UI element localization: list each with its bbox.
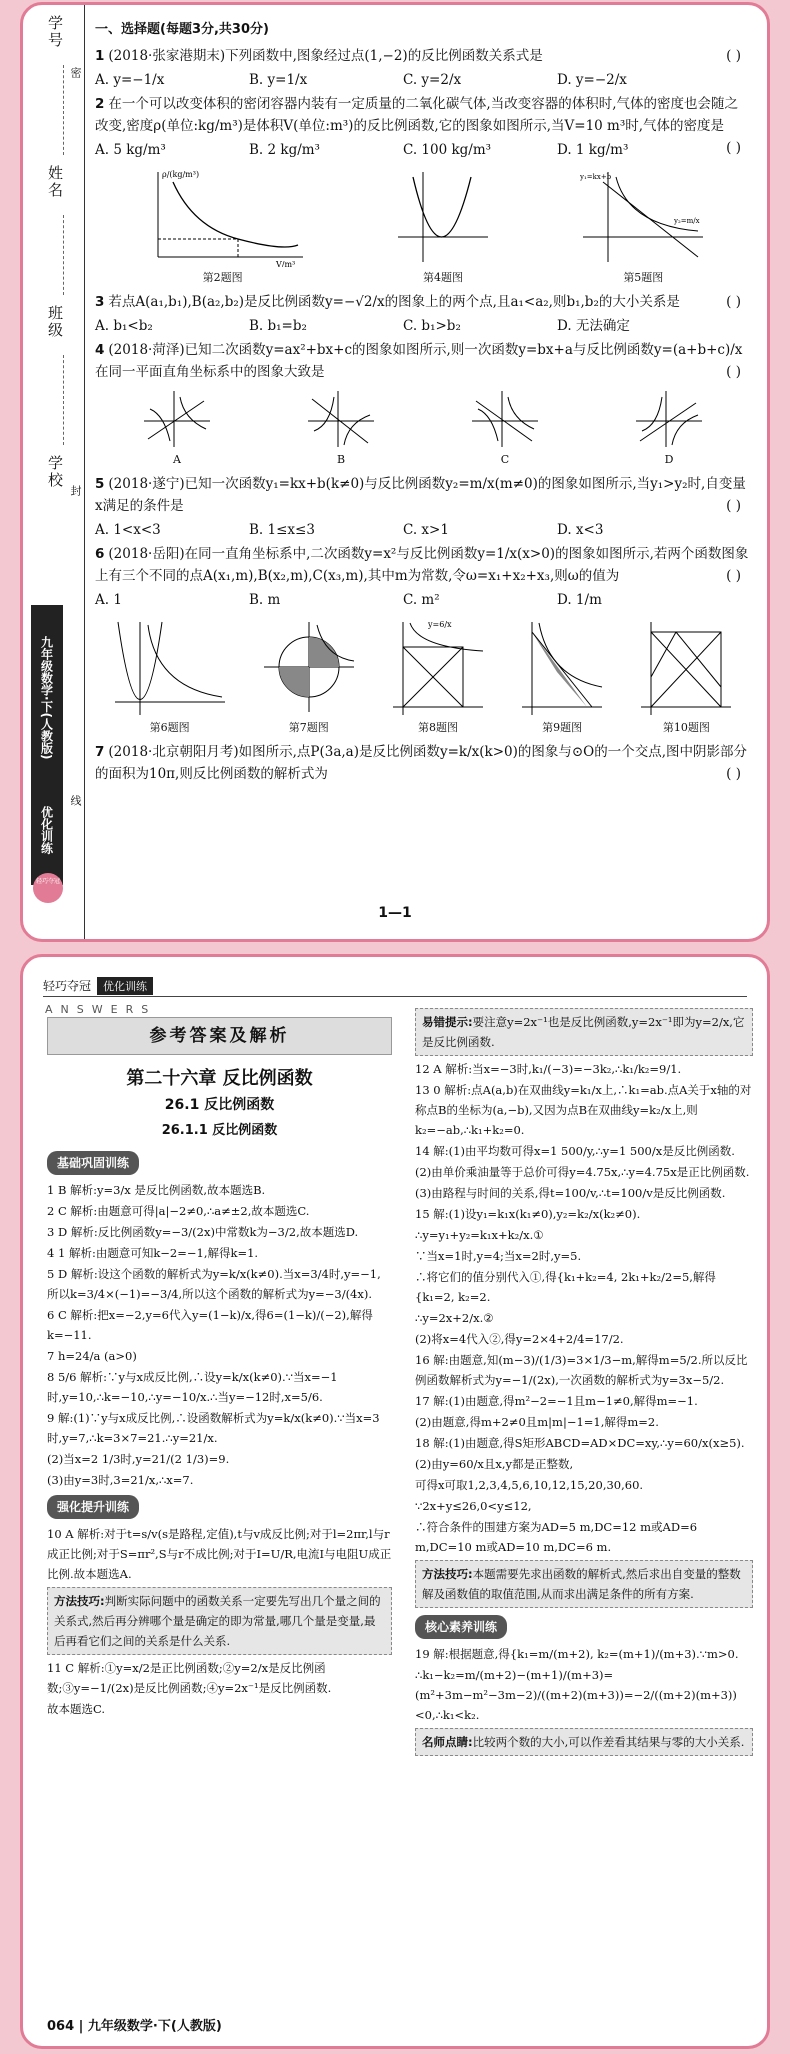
option-c: C. m²: [403, 592, 440, 608]
answer-bracket: ( ): [726, 364, 741, 380]
seal-mark: 线: [69, 795, 82, 808]
v-axis-label: V/m³: [275, 260, 295, 267]
question-text: (2018·菏泽)已知二次函数y=ax²+bx+c的图象如图所示,则一次函数y=bx+a与反比例函数y=(a+b+c)/x在同一平面直角坐标系中的图象大致是: [95, 342, 743, 380]
answers-watermark: ANSWERS: [45, 1003, 157, 1016]
option-a: A. 5 kg/m³: [95, 142, 166, 158]
question-6: [95, 543, 751, 587]
answer-item: 故本题选C.: [47, 1702, 106, 1716]
q4-option-b: B: [306, 389, 376, 471]
seal-mark: 密: [69, 67, 82, 80]
answer-item: (2)当x=2 1/3时,y=21/(2 1/3)=9.: [47, 1452, 230, 1466]
question-1: [95, 45, 751, 67]
label-school: 学校: [46, 455, 64, 489]
method-tip-2: 方法技巧:本题需要先求出函数的解析式,然后求出自变量的整数解及函数值的取值范围,从而求出满足条件的所有方案.: [415, 1560, 753, 1608]
answer-item: 13 0 解析:点A(a,b)在双曲线y=k₁/x上,∴k₁=ab.点A关于x轴的对称点B的坐标为(a,−b),又因为点B在双曲线y=k₂/x上,则k₂=−ab,∴k₁+k₂=0.: [415, 1083, 752, 1137]
question-7: [95, 741, 751, 785]
answer-item: 5 D 解析:设这个函数的解析式为y=k/x(k≠0).当x=3/4时,y=−1,所以k=3/4×(−1)=−3/4,所以这个函数的解析式为y=−3/(4x).: [47, 1267, 381, 1301]
brand-logo: 轻巧夺冠: [33, 873, 63, 903]
figure-8: y=6/x 第8题图: [388, 617, 488, 739]
label-name: 姓名: [46, 165, 64, 199]
question-4: [95, 339, 751, 383]
answer-item: ∴y=2x+2/x.②: [415, 1311, 494, 1325]
answer-item: 9 解:(1)∵y与x成反比例,∴设函数解析式为y=k/x(k≠0).∵当x=3时,y=7,∴k=3×7=21.∴y=21/x.: [47, 1411, 380, 1445]
figure-10: 第10题图: [636, 617, 736, 739]
y1-label: y₁=kx+b: [580, 173, 612, 181]
rho-axis-label: ρ/(kg/m³): [161, 170, 199, 179]
question-text: (2018·北京朝阳月考)如图所示,点P(3a,a)是反比例函数y=k/x(k>0)的图象与⊙O的一个交点,图中阴影部分的面积为10π,则反比例函数的解析式为: [95, 744, 748, 782]
option-b: B. 1≤x≤3: [249, 522, 315, 538]
figure-caption: 第4题图: [422, 271, 463, 284]
figure-5: [578, 167, 708, 289]
answer-item: 11 C 解析:①y=x/2是正比例函数;②y=2/x是反比例函数;③y=−1/(2x)是反比例函数;④y=2x⁻¹是反比例函数.: [47, 1661, 332, 1695]
answer-bracket: ( ): [726, 766, 741, 782]
q4-option-d: D: [634, 389, 704, 471]
series-name: 优化训练: [39, 805, 54, 854]
series-title: 九年级数学·下(人教版): [39, 636, 54, 760]
option-a: A. y=−1/x: [95, 72, 165, 88]
error-tip: 易错提示:要注意y=2x⁻¹也是反比例函数,y=2x⁻¹即为y=2/x,它是反比例函数.: [415, 1008, 753, 1056]
answer-bracket: ( ): [726, 568, 741, 584]
answer-item: (3)由y=3时,3=21/x,∴x=7.: [47, 1473, 194, 1487]
question-area: [95, 19, 751, 785]
option-d: D. y=−2/x: [557, 72, 627, 88]
question-number: 1: [95, 48, 105, 64]
option-d: D. x<3: [557, 522, 604, 538]
left-column: [47, 1017, 392, 1720]
y2-label: y₂=m/x: [674, 217, 700, 225]
figure-caption: 第2题图: [202, 271, 243, 284]
question-3: [95, 291, 751, 313]
option-b: B. 2 kg/m³: [249, 142, 320, 158]
option-a: A. 1<x<3: [95, 522, 161, 538]
answer-list-advanced: [47, 1524, 392, 1584]
answer-item: ∴符合条件的围建方案为AD=5 m,DC=12 m或AD=6 m,DC=10 m或AD=10 m,DC=6 m.: [415, 1520, 698, 1554]
answer-list-basic: [47, 1180, 392, 1490]
answer-page: [20, 954, 770, 2049]
figure-caption: 第5题图: [623, 271, 664, 284]
answer-item: ∴k₁−k₂=m/(m+2)−(m+1)/(m+3)=(m²+3m−m²−3m−2)/((m+2)(m+3))=−2/((m+2)(m+3))<0,∴k₁<k₂.: [415, 1668, 737, 1722]
question-text: (2018·张家港期末)下列函数中,图象经过点(1,−2)的反比例函数关系式是: [108, 48, 543, 64]
answer-item: 6 C 解析:把x=−2,y=6代入y=(1−k)/x,得6=(1−k)/(−2),解得k=−11.: [47, 1308, 373, 1342]
figure-row-1: [95, 167, 751, 289]
line-hyperbola-graph: [578, 167, 708, 267]
answer-item: 7 h=24/a (a>0): [47, 1349, 137, 1363]
option-b: B. m: [249, 592, 281, 608]
answer-item: ∵2x+y≤26,0<y≤12,: [415, 1499, 532, 1513]
fill-line: [63, 355, 64, 445]
figure-7: 第7题图: [259, 617, 359, 739]
options-row: [95, 589, 751, 611]
brand-name: 轻巧夺冠: [43, 979, 92, 993]
question-number: 7: [95, 744, 105, 760]
answer-item: (2)由单价乘油量等于总价可得y=4.75x,∴y=4.75x是正比例函数.: [415, 1165, 750, 1179]
answer-bracket: ( ): [726, 140, 741, 156]
page-header: [43, 975, 747, 997]
fill-line: [63, 215, 64, 295]
options-row: [95, 315, 751, 337]
answers-title: 参考答案及解析: [47, 1017, 392, 1055]
option-c: C. 100 kg/m³: [403, 142, 492, 158]
svg-text:y=6/x: y=6/x: [427, 620, 452, 629]
figure-4: [393, 167, 493, 289]
series-brand-strip: [31, 605, 63, 885]
figure-row-2: [95, 617, 751, 739]
options-row: [95, 69, 751, 91]
answer-item: 可得x可取1,2,3,4,5,6,10,12,15,20,30,60.: [415, 1478, 644, 1492]
question-number: 5: [95, 476, 105, 492]
figure-9: 第9题图: [517, 617, 607, 739]
option-b: B. y=1/x: [249, 72, 308, 88]
density-volume-graph: [138, 167, 308, 267]
section-heading: 一、选择题(每题3分,共30分): [95, 22, 269, 37]
option-d: D. 1 kg/m³: [557, 142, 629, 158]
right-column: [415, 1005, 753, 1759]
answer-list-core: [415, 1644, 753, 1725]
option-b: B. b₁=b₂: [249, 318, 307, 334]
question-text: 若点A(a₁,b₁),B(a₂,b₂)是反比例函数y=−√2/x的图象上的两个点,且a₁<a₂,则b₁,b₂的大小关系是: [108, 294, 680, 310]
answer-item: 17 解:(1)由题意,得m²−2=−1且m−1≠0,解得m=−1.: [415, 1394, 698, 1408]
chapter-title: 第二十六章 反比例函数: [126, 1068, 313, 1089]
option-c: C. b₁>b₂: [403, 318, 461, 334]
question-number: 2: [95, 96, 105, 112]
figure-6: 第6题图: [110, 617, 230, 739]
answer-item: (3)由路程与时间的关系,得t=100/v,∴t=100/v是反比例函数.: [415, 1186, 726, 1200]
question-number: 3: [95, 294, 105, 310]
answer-bracket: ( ): [726, 48, 741, 64]
section-title: 26.1 反比例函数: [164, 1097, 275, 1113]
answer-list-advanced-2: [47, 1658, 392, 1719]
q4-option-c: C: [470, 389, 540, 471]
option-d: D. 1/m: [557, 592, 602, 608]
question-text: (2018·岳阳)在同一直角坐标系中,二次函数y=x²与反比例函数y=1/x(x>0)的图象如图所示,若两个函数图象上有三个不同的点A(x₁,m),B(x₂,m),C(x₃,m),其中m为常数,令ω=x₁+x₂+x₃,则ω的值为: [95, 546, 749, 584]
answer-item: ∴将它们的值分别代入①,得{k₁+k₂=4, 2k₁+k₂/2=5,解得{k₁=2, k₂=2.: [415, 1270, 716, 1304]
options-row: [95, 519, 751, 541]
parabola-graph: [393, 167, 493, 267]
subsection-title: 26.1.1 反比例函数: [161, 1123, 278, 1138]
answer-item: (2)将x=4代入②,得y=2×4+2/4=17/2.: [415, 1332, 624, 1346]
answer-item: 4 1 解析:由题意可知k−2=−1,解得k=1.: [47, 1246, 259, 1260]
answer-item: 15 解:(1)设y₁=k₁x(k₁≠0),y₂=k₂/x(k₂≠0).: [415, 1207, 641, 1221]
answer-item: (2)由题意,得m+2≠0且m|m|−1=1,解得m=2.: [415, 1415, 659, 1429]
option-c: C. y=2/x: [403, 72, 462, 88]
answer-item: 18 解:(1)由题意,得S矩形ABCD=AD×DC=xy,∴y=60/x(x≥5).: [415, 1436, 745, 1450]
brand-badge: 优化训练: [97, 977, 153, 995]
option-a: A. b₁<b₂: [95, 318, 153, 334]
answer-item: 14 解:(1)由平均数可得x=1 500/y,∴y=1 500/x是反比例函数.: [415, 1144, 735, 1158]
band-core: 核心素养训练: [415, 1615, 507, 1639]
answer-bracket: ( ): [726, 294, 741, 310]
answer-item: 3 D 解析:反比例函数y=−3/(2x)中常数k为−3/2,故本题选D.: [47, 1225, 359, 1239]
answer-item: ∵当x=1时,y=4;当x=2时,y=5.: [415, 1249, 582, 1263]
seal-mark: 封: [69, 485, 82, 498]
fill-line: [63, 65, 64, 155]
option-graphs-q4: [95, 389, 751, 471]
answer-item: 8 5/6 解析:∵y与x成反比例,∴设y=k/x(k≠0).∵当x=−1时,y=10,∴k=−10,∴y=−10/x.∴当y=−12时,x=5/6.: [47, 1370, 338, 1404]
teacher-tip: 名师点睛:比较两个数的大小,可以作差看其结果与零的大小关系.: [415, 1728, 753, 1756]
answer-item: 10 A 解析:对于t=s/v(s是路程,定值),t与v成反比例;对于l=2πr,l与r成正比例;对于S=πr²,S与r不成比例;对于I=U/R,电流I与电阻U成正比例.故本题选A.: [47, 1527, 392, 1581]
band-advanced: 强化提升训练: [47, 1495, 139, 1519]
answer-item: ∴y=y₁+y₂=k₁x+k₂/x.①: [415, 1228, 544, 1242]
answer-item: 16 解:由题意,知(m−3)/(1/3)=3×1/3−m,解得m=5/2.所以反比例函数解析式为y=−1/(2x),一次函数的解析式为y=3x−5/2.: [415, 1353, 748, 1387]
question-number: 4: [95, 342, 105, 358]
page-number: 1—1: [378, 905, 412, 921]
question-5: [95, 473, 751, 517]
option-d: D. 无法确定: [557, 318, 630, 334]
options-row: [95, 139, 751, 161]
question-number: 6: [95, 546, 105, 562]
answer-item: 19 解:根据题意,得{k₁=m/(m+2), k₂=(m+1)/(m+3).∵m>0.: [415, 1647, 739, 1661]
answer-item: 1 B 解析:y=3/x 是反比例函数,故本题选B.: [47, 1183, 266, 1197]
page-footer: 064 | 九年级数学·下(人教版): [47, 2019, 222, 2034]
option-c: C. x>1: [403, 522, 449, 538]
q4-option-a: A: [142, 389, 212, 471]
question-text: (2018·遂宁)已知一次函数y₁=kx+b(k≠0)与反比例函数y₂=m/x(m≠0)的图象如图所示,当y₁>y₂时,自变量x满足的条件是: [95, 476, 746, 514]
band-basic: 基础巩固训练: [47, 1151, 139, 1175]
option-a: A. 1: [95, 592, 122, 608]
answer-item: 2 C 解析:由题意可得|a|−2≠0,∴a≠±2,故本题选C.: [47, 1204, 310, 1218]
exercise-page: [20, 2, 770, 942]
answer-list-right: [415, 1059, 753, 1557]
label-student-number: 学号: [46, 15, 64, 49]
label-class: 班级: [46, 305, 64, 339]
answer-item: 12 A 解析:当x=−3时,k₁/(−3)=−3k₂,∴k₁/k₂=9/1.: [415, 1062, 682, 1076]
answer-bracket: ( ): [726, 498, 741, 514]
question-text: 在一个可以改变体积的密闭容器内装有一定质量的二氧化碳气体,当改变容器的体积时,气体的密度也会随之改变,密度ρ(单位:kg/m³)是体积V(单位:m³)的反比例函数,它的图象如图所示,当V=10 m³时,气体的密度是: [95, 96, 738, 134]
figure-2: [138, 167, 308, 289]
method-tip: 方法技巧:判断实际问题中的函数关系一定要先写出几个量之间的关系式,然后再分辨哪个量是确定的即为常量,哪几个量是变量,最后再看它们之间的关系是什么关系.: [47, 1587, 392, 1655]
binding-spine: [23, 5, 85, 939]
answer-item: (2)由y=60/x且x,y都是正整数,: [415, 1457, 574, 1471]
